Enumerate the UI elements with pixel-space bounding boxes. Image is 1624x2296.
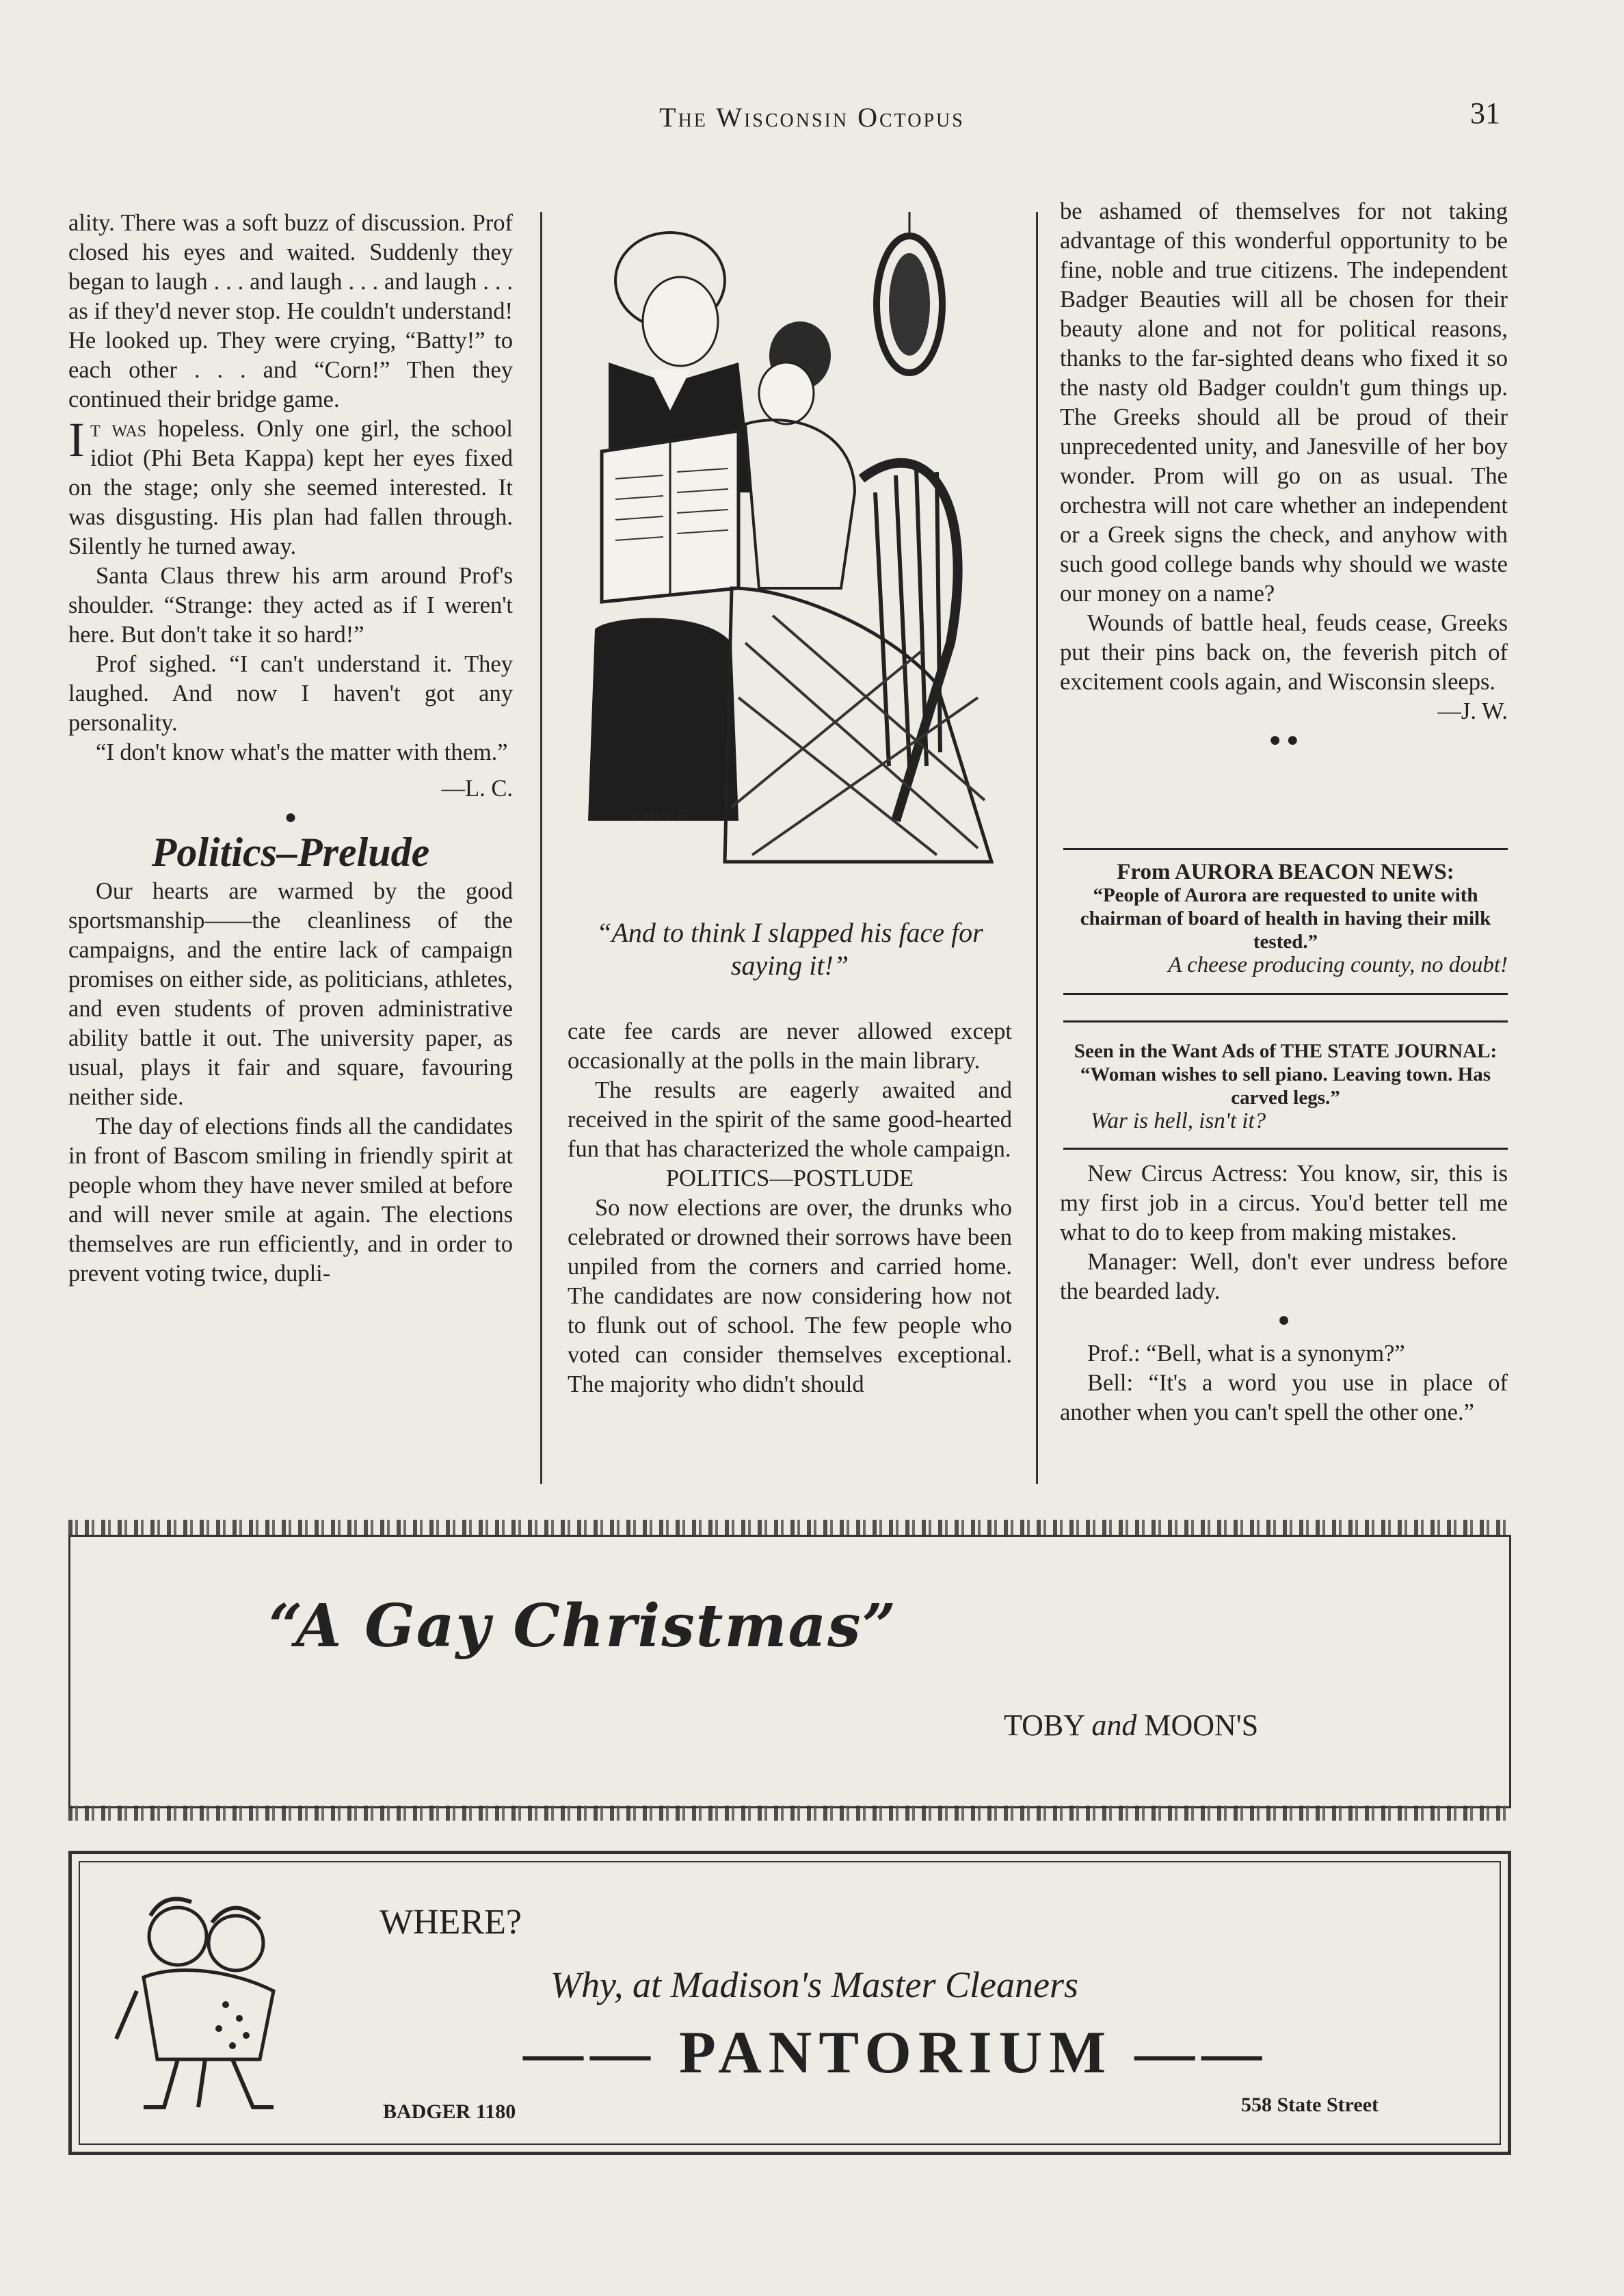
small-caps-lead: t was: [90, 416, 147, 442]
dancing-couple-icon: [96, 1888, 321, 2135]
brand-text: MOON'S: [1136, 1708, 1259, 1742]
column-rule: [540, 212, 542, 1484]
aurora-quote: “People of Aurora are requested to unite with chairman of board of health in having their milk tested.”: [1080, 884, 1491, 953]
cartoon-illustration: [568, 205, 1012, 889]
box-rule: [1063, 1148, 1508, 1150]
col3-paragraph: New Circus Actress: You know, sir, this is my first job in a circus. You'd better tell me what to do to keep from making mistakes.: [1060, 1161, 1508, 1245]
col1-paragraph: ality. There was a soft buzz of discussion. Prof closed his eyes and waited. Suddenly they began to laugh . . . and laugh . . . and laugh . . . as if they'd never stop. He couldn't understand! He looked up. They were crying, “Batty!” to each other . . . and “Corn!” Then they continued their bridge game.: [68, 210, 513, 412]
separator-dot: ●: [1277, 1308, 1290, 1331]
decorative-border: [68, 1806, 1511, 1821]
ad-business-name: —— PANTORIUM ——: [523, 2020, 1269, 2086]
ad-tagline: Why, at Madison's Master Cleaners: [550, 1964, 1079, 2005]
brand-text: TOBY: [1004, 1708, 1092, 1742]
cartoon-drawing: [568, 205, 1012, 889]
col1-paragraph: Santa Claus threw his arm around Prof's shoulder. “Strange: they acted as if I weren't here. But don't take it so hard!”: [68, 563, 513, 648]
running-title: The Wisconsin Octopus: [659, 102, 965, 133]
want-ad-quote: Seen in the Want Ads of THE STATE JOURNAL: “Woman wishes to sell piano. Leaving town. Has carved legs.”: [1074, 1040, 1497, 1109]
ad-address: 558 State Street: [1241, 2094, 1379, 2116]
aurora-note: [1063, 860, 1508, 977]
brand-and: and: [1091, 1708, 1137, 1742]
page-number: 31: [1470, 96, 1500, 130]
column-rule: [1036, 212, 1038, 1484]
paragraph-text: hopeless. Only one girl, the school idiot (Phi Beta Kappa) kept her eyes fixed on the stage; only she seemed interested. It was disgusting. His plan had fallen through. Silently he turned away.: [68, 416, 513, 559]
ad-phone: BADGER 1180: [383, 2100, 516, 2123]
decorative-border: [68, 1520, 1511, 1535]
col1-paragraph: “I don't know what's the matter with them.”: [96, 739, 508, 765]
col1-paragraph: [68, 414, 513, 562]
box-rule: [1063, 848, 1508, 850]
column-3: [1060, 197, 1508, 754]
col1-paragraph: Our hearts are warmed by the good sportsmanship——the cleanliness of the campaigns, and the entire lack of campaign promises on either side, as politicians, athletes, and even students of proven administrative ability battle it out. The university paper, as usual, plays it fair and square, favouring neither side.: [68, 878, 513, 1110]
ad-question: WHERE?: [380, 1903, 522, 1942]
toby-moon-ad: [68, 1535, 1511, 1808]
col3-paragraph: Manager: Well, don't ever undress before the bearded lady.: [1060, 1249, 1508, 1304]
section-heading: Politics–Prelude: [151, 830, 430, 875]
col3-paragraph: Prof.: “Bell, what is a synonym?”: [1087, 1341, 1405, 1367]
ad-brand: [1004, 1708, 1258, 1743]
col2-paragraph: So now elections are over, the drunks who celebrated or drowned their sorrows have been unpiled from the corners and carried home. The candidates are now considering how not to flunk out of school. The few people who voted can consider themselves exceptional. The majority who didn't should: [568, 1195, 1012, 1397]
cartoon-caption: “And to think I slapped his face for saying it!”: [596, 917, 983, 981]
pantorium-ad: [68, 1851, 1511, 2155]
col3-paragraph: be ashamed of themselves for not taking advantage of this wonderful opportunity to be fine, noble and true citizens. The independent Badger Beauties will all be chosen for their beauty alone and not for political reasons, thanks to the far-sighted deans who fixed it so the nasty old Badger couldn't gum things up. The Greeks should all be proud of their unprecedented unity, and Janesville of her boy wonder. Prom will go on as usual. The orchestra will not care whether an independent or a Greek signs the check, and anyhow with such good college bands why should we waste our money on a name?: [1060, 198, 1508, 607]
separator-dots: ● ●: [1268, 728, 1299, 751]
box-rule: [1063, 1020, 1508, 1022]
col1-paragraph: The day of elections finds all the candidates in front of Bascom smiling in friendly spirit at people whom they have never smiled at before and will never smile at again. The elections themselves are run efficiently, and in order to prevent voting twice, dupli-: [68, 1113, 513, 1286]
cartoon-signature: CHUCK: [633, 807, 689, 824]
column-1: [68, 209, 513, 1289]
want-ad-punchline: War is hell, isn't it?: [1091, 1109, 1266, 1133]
want-ad-note: [1063, 1040, 1508, 1133]
col2-paragraph: The results are eagerly awaited and received in the spirit of the same good-hearted fun that has characterized the whole campaign.: [568, 1077, 1012, 1162]
separator-dot: ●: [284, 806, 297, 828]
subheading: POLITICS—POSTLUDE: [665, 1165, 914, 1191]
col2-paragraph: cate fee cards are never allowed except occasionally at the polls in the main library.: [568, 1018, 1012, 1074]
col1-paragraph: Prof sighed. “I can't understand it. They laughed. And now I haven't got any personality.: [68, 651, 513, 736]
aurora-source: From AURORA BEACON NEWS:: [1117, 860, 1454, 884]
column-2: [568, 1017, 1012, 1399]
ad-slogan: “A Gay Christmas”: [269, 1592, 898, 1661]
col3-paragraph: Bell: “It's a word you use in place of another when you can't spell the other one.”: [1060, 1370, 1508, 1425]
signature-jw: —J. W.: [1437, 698, 1508, 724]
aurora-punchline: A cheese producing county, no doubt!: [1168, 953, 1508, 977]
drop-cap: I: [68, 412, 85, 467]
signature-lc: —L. C.: [441, 776, 513, 802]
col3-paragraph: Wounds of battle heal, feuds cease, Greeks put their pins back on, the feverish pitch of excitement cools again, and Wisconsin sleeps.: [1060, 610, 1508, 695]
column-3-bottom: [1060, 1159, 1508, 1427]
box-rule: [1063, 993, 1508, 995]
